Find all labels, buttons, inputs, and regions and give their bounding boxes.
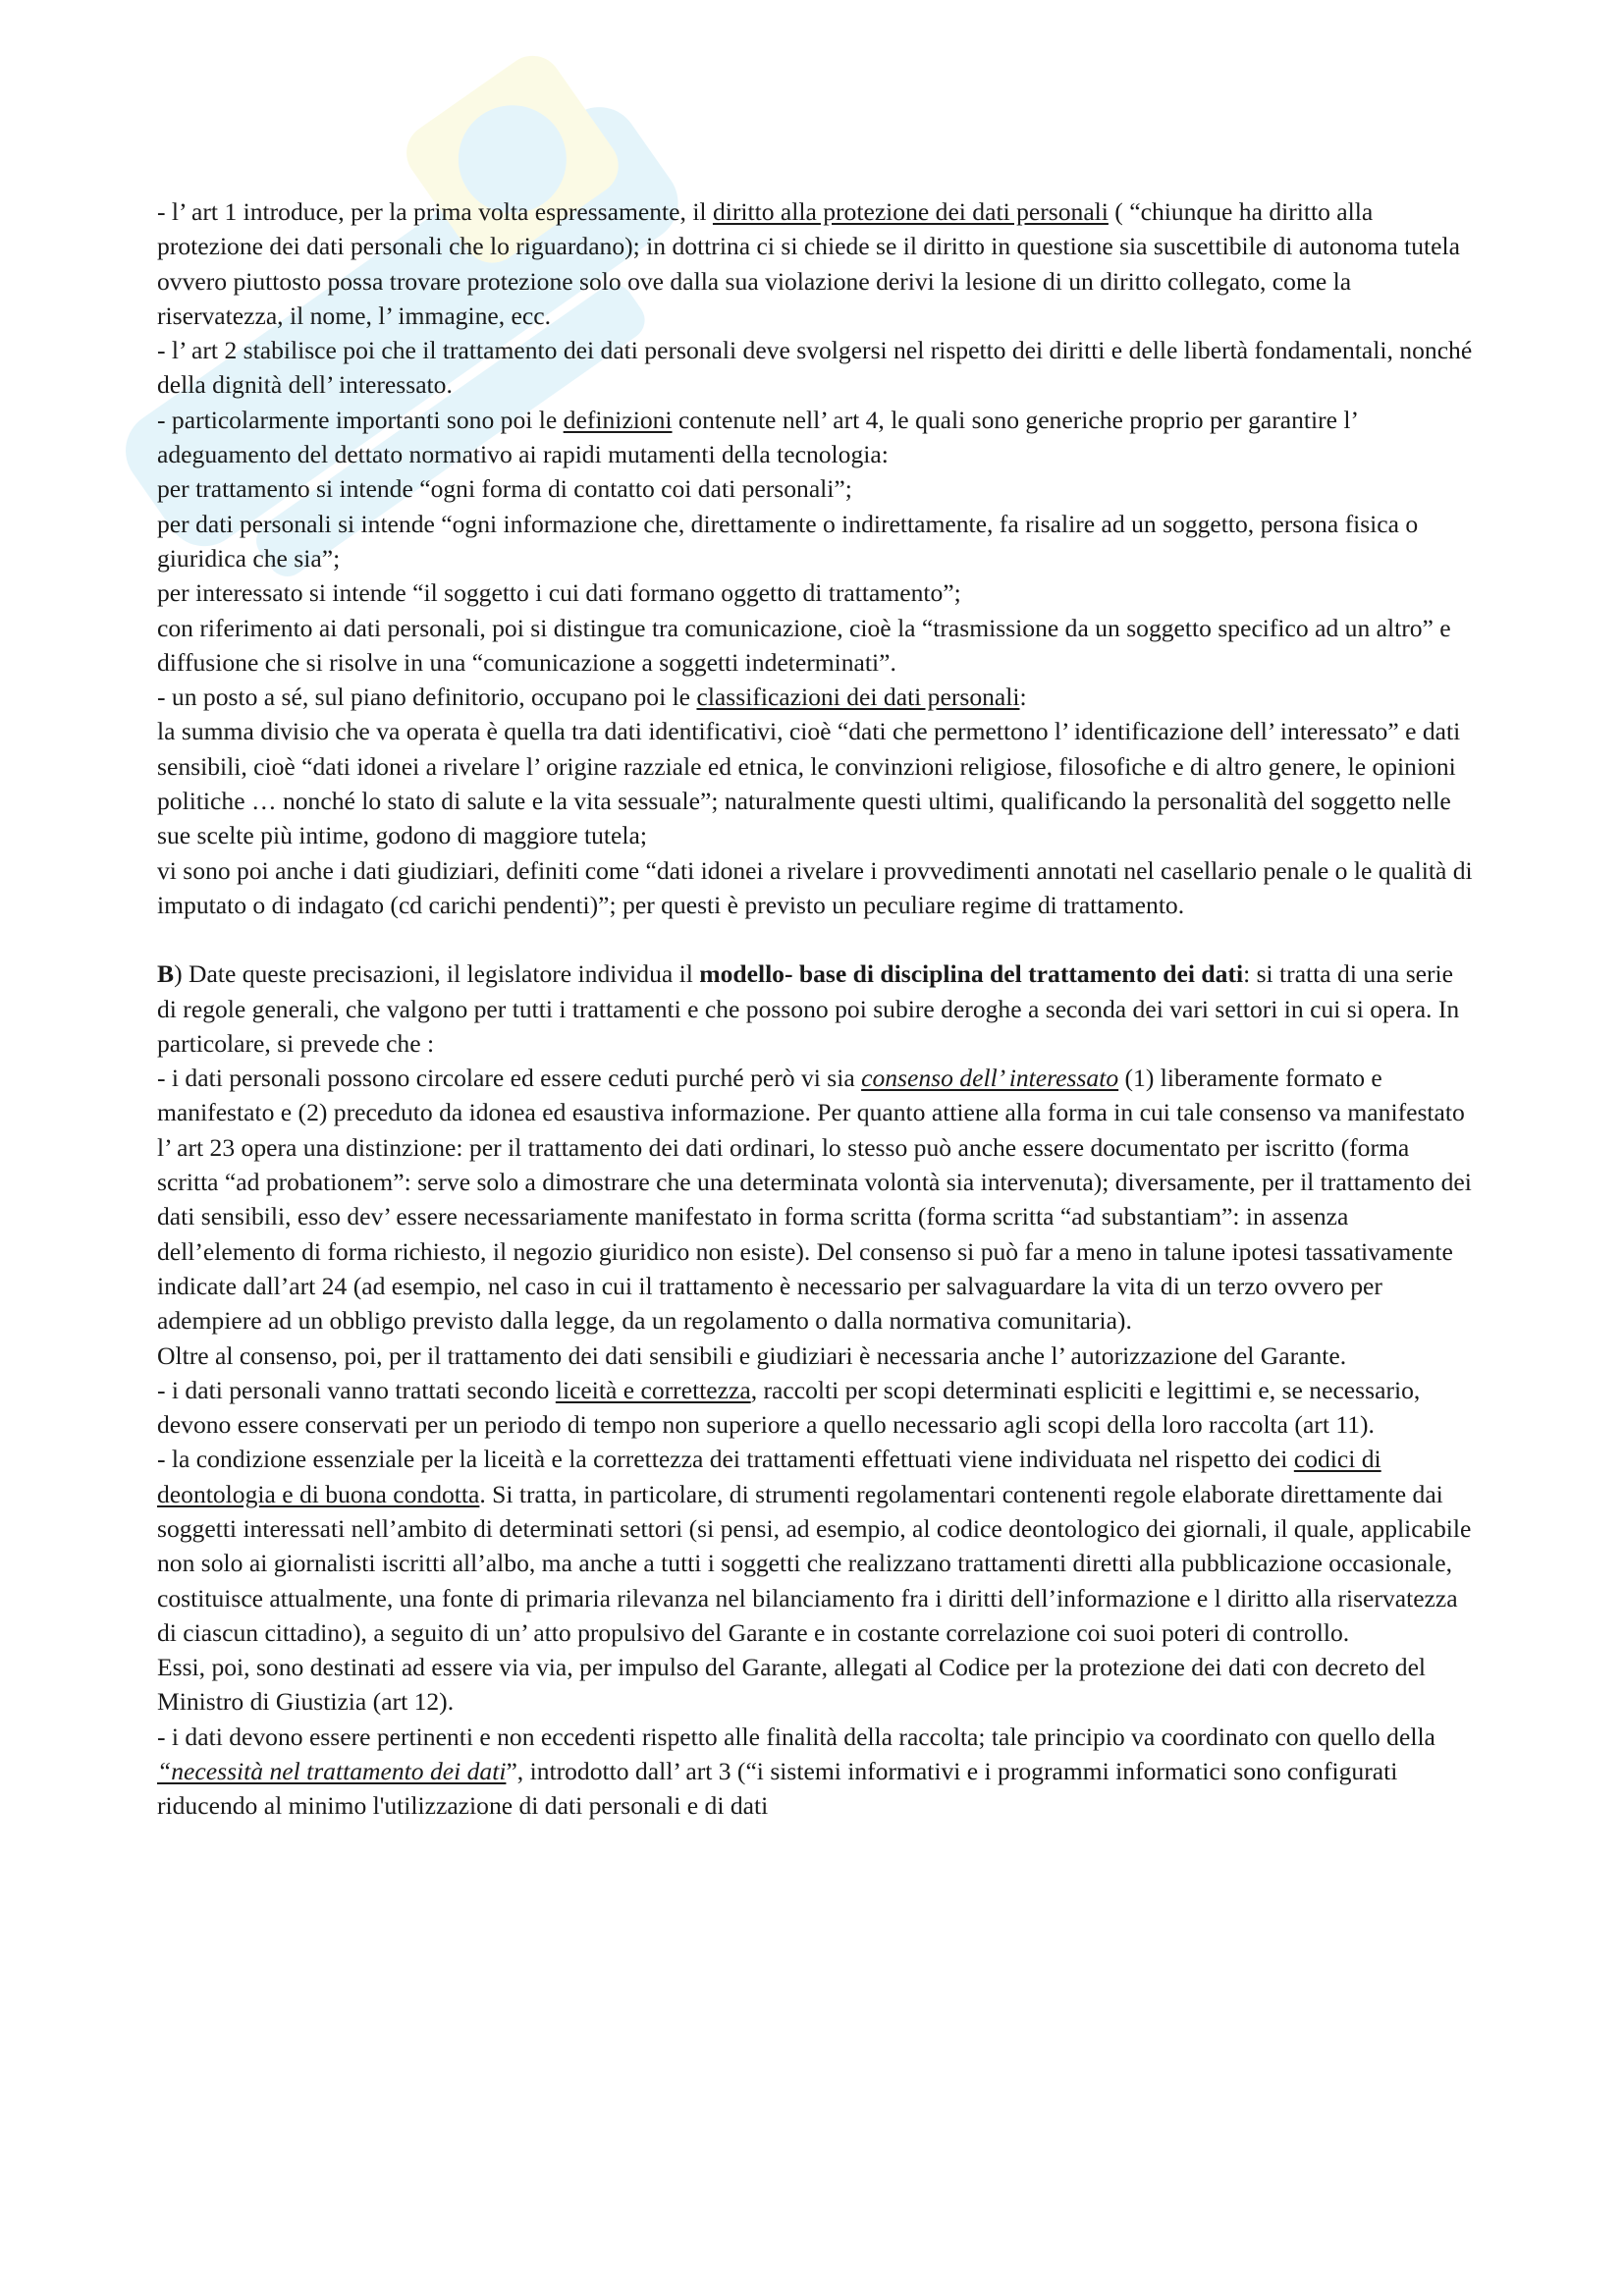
paragraph: - particolarmente importanti sono poi le definizioni contenute nell’ art 4, le quali sono generiche proprio per garantire l’ adeguamento del dettato normativo ai rapidi mutamenti della tecnologia: — [157, 405, 1358, 469]
paragraph: per dati personali si intende “ogni informazione che, direttamente o indirettamente, fa risalire ad un soggetto, persona fisica o giuridica che sia”; — [157, 509, 1419, 573]
paragraph: B) Date queste precisazioni, il legislatore individua il modello- base di disciplina del trattamento dei dati: si tratta di una serie di regole generali, che valgono per tutti i trattamenti e che possono poi subire deroghe a seconda dei vari settori in cui si opera. In particolare, si prevede che : — [157, 959, 1460, 1058]
paragraph: vi sono poi anche i dati giudiziari, definiti come “dati idonei a rivelare i provvedimenti annotati nel casellario penale o le qualità di imputato o di indagato (cd carichi pendenti)”; per questi è previsto un peculiare regime di trattamento. — [157, 855, 1473, 919]
paragraph: - i dati devono essere pertinenti e non eccedenti rispetto alle finalità della raccolta; tale principio va coordinato con quello della “necessità nel trattamento dei dati”, introdotto dall’ art 3 (“i sistemi informativi e i programmi informatici sono configurati riducendo al minimo l'utilizzazione di dati personali e di dati — [157, 1722, 1435, 1821]
paragraph: - la condizione essenziale per la liceità e la correttezza dei trattamenti effettuati viene individuata nel rispetto dei codici di deontologia e di buona condotta. Si tratta, in particolare, di strumenti regolamentari contenenti regole elaborate direttamente dai soggetti interessati nell’ambito di determinati settori (si pensi, ad esempio, al codice deontologico dei giornali, il quale, applicabile non solo ai giornalisti iscritti all’albo, ma anche a tutti i soggetti che realizzano trattamenti diretti alla pubblicazione occasionale, costituisce attualmente, una fonte di primaria rilevanza nel bilanciamento fra i diritti dell’informazione e l diritto alla riservatezza di ciascun cittadino), a seguito di un’ atto propulsivo del Garante e in costante correlazione coi suoi poteri di controllo. — [157, 1445, 1472, 1647]
paragraph: Essi, poi, sono destinati ad essere via via, per impulso del Garante, allegati al Codice per la protezione dei dati con decreto del Ministro di Giustizia (art 12). — [157, 1653, 1427, 1717]
paragraph: - i dati personali vanno trattati secondo liceità e correttezza, raccolti per scopi determinati espliciti e legittimi e, se necessario, devono essere conservati per un periodo di tempo non superiore a quello necessario agli scopi della loro raccolta (art 11). — [157, 1375, 1421, 1440]
paragraph: - un posto a sé, sul piano definitorio, occupano poi le classificazioni dei dati personali: — [157, 683, 1027, 712]
paragraph: con riferimento ai dati personali, poi si distingue tra comunicazione, cioè la “trasmissione da un soggetto specifico ad un altro” e diffusione che si risolve in una “comunicazione a soggetti indeterminati”. — [157, 613, 1451, 677]
paragraph: per trattamento si intende “ogni forma di contatto coi dati personali”; — [157, 474, 852, 504]
paragraph: la summa divisio che va operata è quella tra dati identificativi, cioè “dati che permettono l’ identificazione dell’ interessato” e dati sensibili, cioè “dati idonei a rivelare l’ origine razziale ed etnica, le convinzioni religiose, filosofiche e di altro genere, le opinioni politiche … nonché lo stato di salute e la vita sessuale”; naturalmente questi ultimi, qualificando la personalità del soggetto nelle sue scelte più intime, godono di maggiore tutela; — [157, 717, 1461, 850]
document-page — [157, 194, 1473, 1824]
paragraph: per interessato si intende “il soggetto i cui dati formano oggetto di trattamento”; — [157, 578, 961, 608]
paragraph: - i dati personali possono circolare ed essere ceduti purché però vi sia consenso dell’ interessato (1) liberamente formato e manifestato e (2) preceduto da idonea ed esaustiva informazione. Per quanto attiene alla forma in cui tale consenso va manifestato l’ art 23 opera una distinzione: per il trattamento dei dati ordinari, lo stesso può anche essere documentato per iscritto (forma scritta “ad probationem”: serve solo a dimostrare che una determinata volontà sia intervenuta); diversamente, per il trattamento dei dati sensibili, esso dev’ essere necessariamente manifestato in forma scritta (forma scritta “ad substantiam”: in assenza dell’elemento di forma richiesto, il negozio giuridico non esiste). Del consenso si può far a meno in talune ipotesi tassativamente indicate dall’art 24 (ad esempio, nel caso in cui il trattamento è necessario per salvaguardare la vita di un terzo ovvero per adempiere ad un obbligo previsto dalla legge, da un regolamento o dalla normativa comunitaria). — [157, 1064, 1472, 1336]
paragraph: Oltre al consenso, poi, per il trattamento dei dati sensibili e giudiziari è necessaria anche l’ autorizzazione del Garante. — [157, 1340, 1347, 1370]
paragraph: - l’ art 2 stabilisce poi che il trattamento dei dati personali deve svolgersi nel rispetto dei diritti e delle libertà fondamentali, nonché della dignità dell’ interessato. — [157, 336, 1473, 400]
paragraph: - l’ art 1 introduce, per la prima volta espressamente, il diritto alla protezione dei dati personali ( “chiunque ha diritto alla protezione dei dati personali che lo riguardano); in dottrina ci si chiede se il diritto in questione sia suscettibile di autonoma tutela ovvero piuttosto possa trovare protezione solo ove dalla sua violazione derivi la lesione di un diritto collegato, come la riservatezza, il nome, l’ immagine, ecc. — [157, 197, 1460, 330]
paragraph-gap — [157, 922, 1473, 957]
